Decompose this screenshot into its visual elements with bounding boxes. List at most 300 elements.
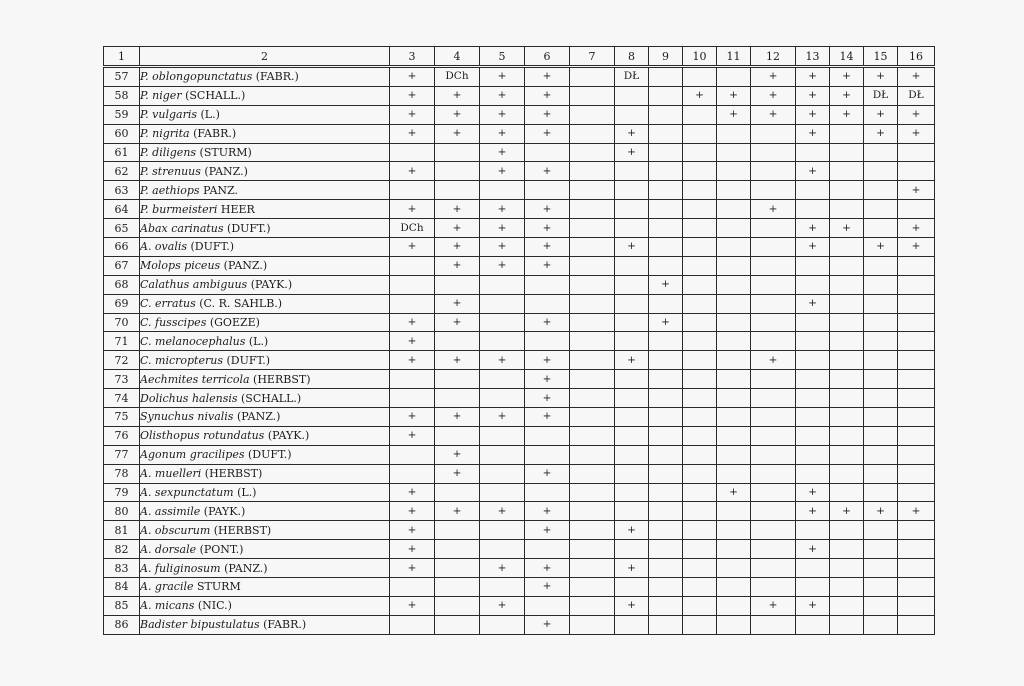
species-name-cell [140,124,390,143]
occurrence-cell-col-15 [864,615,898,634]
occurrence-cell-col-5 [480,445,525,464]
species-name: Aechmites terricola [140,372,250,386]
occurrence-cell-col-10 [683,275,717,294]
occurrence-cell-col-8 [615,181,649,200]
species-name-cell [140,181,390,200]
occurrence-cell-col-3: + [390,596,435,615]
species-author: (PANZ.) [223,259,268,273]
occurrence-cell-col-10 [683,124,717,143]
occurrence-cell-col-3: + [390,67,435,87]
column-header-12: 12 [751,47,796,67]
occurrence-cell-col-16 [898,445,935,464]
column-header-10: 10 [683,47,717,67]
column-header-8: 8 [615,47,649,67]
occurrence-cell-col-8 [615,540,649,559]
species-name-cell [140,67,390,87]
occurrence-cell-col-5: + [480,502,525,521]
species-name: A. micans [140,599,195,613]
occurrence-cell-col-11 [717,370,751,389]
occurrence-cell-col-5 [480,540,525,559]
occurrence-cell-col-3: + [390,521,435,540]
occurrence-cell-col-11 [717,615,751,634]
occurrence-cell-col-9 [649,238,683,257]
occurrence-cell-col-12 [751,143,796,162]
occurrence-cell-col-13: + [796,219,830,238]
occurrence-cell-col-11 [717,332,751,351]
occurrence-cell-col-16 [898,256,935,275]
occurrence-cell-col-4: + [435,408,480,427]
occurrence-cell-col-8 [615,502,649,521]
occurrence-cell-col-8 [615,275,649,294]
occurrence-cell-col-3: + [390,86,435,105]
occurrence-cell-col-14: + [830,105,864,124]
occurrence-cell-col-14 [830,124,864,143]
occurrence-cell-col-7 [570,105,615,124]
occurrence-cell-col-4 [435,162,480,181]
occurrence-cell-col-15 [864,464,898,483]
occurrence-cell-col-5 [480,521,525,540]
occurrence-cell-col-16 [898,389,935,408]
occurrence-cell-col-15 [864,559,898,578]
species-occurrence-table [103,46,935,635]
table-row [104,294,935,313]
occurrence-cell-col-16 [898,540,935,559]
occurrence-cell-col-16 [898,596,935,615]
occurrence-cell-col-15 [864,483,898,502]
occurrence-cell-col-8 [615,332,649,351]
occurrence-cell-col-13 [796,521,830,540]
occurrence-cell-col-8: DŁ [615,67,649,87]
occurrence-cell-col-10 [683,67,717,87]
occurrence-cell-col-4: + [435,294,480,313]
occurrence-cell-col-6: + [525,351,570,370]
occurrence-cell-col-4: + [435,351,480,370]
occurrence-cell-col-9 [649,559,683,578]
occurrence-cell-col-9 [649,445,683,464]
occurrence-cell-col-7 [570,464,615,483]
occurrence-cell-col-9 [649,578,683,597]
occurrence-cell-col-3 [390,615,435,634]
occurrence-cell-col-11 [717,67,751,87]
occurrence-cell-col-5: + [480,351,525,370]
species-author: (PONT.) [199,542,244,556]
occurrence-cell-col-4: + [435,219,480,238]
occurrence-cell-col-10 [683,445,717,464]
occurrence-cell-col-10 [683,105,717,124]
occurrence-cell-col-9 [649,426,683,445]
row-number: 78 [104,464,140,483]
occurrence-cell-col-3 [390,294,435,313]
occurrence-cell-col-6: + [525,238,570,257]
table-row [104,351,935,370]
row-number: 58 [104,86,140,105]
occurrence-cell-col-10 [683,143,717,162]
species-name: P. burmeisteri [140,202,218,216]
species-name-cell [140,219,390,238]
occurrence-cell-col-9 [649,67,683,87]
species-name: P. diligens [140,146,197,159]
table-row [104,408,935,427]
occurrence-cell-col-8 [615,86,649,105]
occurrence-cell-col-3: DCh [390,219,435,238]
occurrence-cell-col-4: + [435,502,480,521]
occurrence-cell-col-16: + [898,67,935,87]
table-row [104,540,935,559]
occurrence-cell-col-14 [830,313,864,332]
occurrence-cell-col-14 [830,578,864,597]
occurrence-cell-col-16 [898,426,935,445]
occurrence-cell-col-14 [830,200,864,219]
species-author: (PAYK.) [267,429,310,443]
table-row [104,578,935,597]
occurrence-cell-col-7 [570,200,615,219]
occurrence-cell-col-6 [525,332,570,351]
occurrence-cell-col-7 [570,578,615,597]
occurrence-cell-col-12 [751,332,796,351]
occurrence-cell-col-11: + [717,105,751,124]
occurrence-cell-col-4 [435,332,480,351]
table-row [104,370,935,389]
occurrence-cell-col-3: + [390,238,435,257]
occurrence-cell-col-6: + [525,124,570,143]
occurrence-cell-col-10 [683,464,717,483]
occurrence-cell-col-8 [615,256,649,275]
occurrence-cell-col-11 [717,294,751,313]
occurrence-cell-col-6: + [525,86,570,105]
species-author: (PAYK.) [203,504,246,518]
occurrence-cell-col-11 [717,464,751,483]
occurrence-cell-col-12: + [751,596,796,615]
occurrence-cell-col-10 [683,408,717,427]
species-author: (HERBST) [204,467,263,481]
occurrence-cell-col-4 [435,275,480,294]
occurrence-cell-col-11 [717,238,751,257]
occurrence-cell-col-15: DŁ [864,86,898,105]
occurrence-cell-col-9: + [649,313,683,332]
table-row [104,86,935,105]
occurrence-cell-col-6: + [525,313,570,332]
occurrence-cell-col-4: + [435,200,480,219]
occurrence-cell-col-9 [649,143,683,162]
occurrence-cell-col-13 [796,559,830,578]
row-number: 57 [104,67,140,87]
occurrence-cell-col-6 [525,445,570,464]
occurrence-cell-col-13 [796,370,830,389]
occurrence-cell-col-9 [649,162,683,181]
occurrence-cell-col-6: + [525,67,570,87]
occurrence-cell-col-16 [898,275,935,294]
occurrence-cell-col-12 [751,540,796,559]
occurrence-cell-col-3: + [390,408,435,427]
occurrence-cell-col-6: + [525,200,570,219]
occurrence-cell-col-9 [649,464,683,483]
occurrence-cell-col-3: + [390,426,435,445]
occurrence-cell-col-16 [898,464,935,483]
occurrence-cell-col-16: + [898,238,935,257]
occurrence-cell-col-16: + [898,105,935,124]
species-name: P. nigrita [140,127,190,141]
species-author: STURM [197,580,241,594]
table-row [104,124,935,143]
occurrence-cell-col-10 [683,596,717,615]
species-name: Dolichus halensis [140,391,238,405]
table-row [104,67,935,87]
species-author: (SCHALL.) [185,89,246,103]
occurrence-cell-col-7 [570,521,615,540]
occurrence-cell-col-12 [751,578,796,597]
occurrence-cell-col-4: + [435,464,480,483]
occurrence-cell-col-12 [751,502,796,521]
species-author: (DUFT.) [226,353,270,367]
occurrence-cell-col-15 [864,389,898,408]
occurrence-cell-col-8 [615,483,649,502]
occurrence-cell-col-6: + [525,408,570,427]
species-name-cell [140,464,390,483]
occurrence-cell-col-14 [830,389,864,408]
occurrence-cell-col-9 [649,181,683,200]
occurrence-cell-col-12 [751,483,796,502]
occurrence-cell-col-14 [830,521,864,540]
table-row [104,426,935,445]
occurrence-cell-col-11 [717,124,751,143]
occurrence-cell-col-11 [717,578,751,597]
occurrence-cell-col-12 [751,256,796,275]
species-name: Synuchus nivalis [140,410,234,424]
occurrence-cell-col-7 [570,615,615,634]
occurrence-cell-col-4 [435,426,480,445]
occurrence-cell-col-15 [864,445,898,464]
occurrence-cell-col-4 [435,578,480,597]
occurrence-cell-col-14 [830,483,864,502]
occurrence-cell-col-14 [830,143,864,162]
occurrence-cell-col-10 [683,256,717,275]
column-header-11: 11 [717,47,751,67]
occurrence-cell-col-8: + [615,351,649,370]
occurrence-cell-col-4 [435,521,480,540]
table-row [104,105,935,124]
occurrence-cell-col-11 [717,200,751,219]
occurrence-cell-col-6: + [525,105,570,124]
occurrence-cell-col-5: + [480,219,525,238]
occurrence-cell-col-10 [683,426,717,445]
occurrence-cell-col-12 [751,408,796,427]
table-row [104,238,935,257]
occurrence-cell-col-15: + [864,67,898,87]
occurrence-cell-col-14 [830,464,864,483]
occurrence-cell-col-11 [717,351,751,370]
species-author: (GOEZE) [209,316,260,330]
occurrence-cell-col-4: + [435,445,480,464]
occurrence-cell-col-6: + [525,578,570,597]
species-name-cell [140,256,390,275]
occurrence-cell-col-9 [649,596,683,615]
species-name: A. muelleri [140,467,202,481]
row-number: 63 [104,181,140,200]
occurrence-cell-col-3: + [390,313,435,332]
occurrence-cell-col-11 [717,445,751,464]
occurrence-cell-col-12 [751,238,796,257]
occurrence-cell-col-14 [830,238,864,257]
occurrence-cell-col-4: + [435,238,480,257]
species-name-cell [140,332,390,351]
occurrence-cell-col-11 [717,313,751,332]
occurrence-cell-col-7 [570,332,615,351]
occurrence-cell-col-10 [683,502,717,521]
occurrence-cell-col-13 [796,426,830,445]
row-number: 85 [104,596,140,615]
occurrence-cell-col-7 [570,445,615,464]
occurrence-cell-col-16 [898,615,935,634]
occurrence-cell-col-16: DŁ [898,86,935,105]
species-name-cell [140,200,390,219]
occurrence-cell-col-15 [864,181,898,200]
species-name-cell [140,143,390,162]
occurrence-cell-col-12 [751,615,796,634]
occurrence-cell-col-7 [570,219,615,238]
occurrence-cell-col-3 [390,370,435,389]
occurrence-cell-col-12: + [751,200,796,219]
occurrence-cell-col-11 [717,389,751,408]
column-header-1: 1 [104,47,140,67]
species-name-cell [140,162,390,181]
occurrence-cell-col-5: + [480,596,525,615]
column-header-13: 13 [796,47,830,67]
occurrence-cell-col-4: + [435,105,480,124]
occurrence-cell-col-10 [683,389,717,408]
occurrence-cell-col-15 [864,332,898,351]
occurrence-cell-col-16 [898,332,935,351]
occurrence-cell-col-11 [717,219,751,238]
species-author: (SCHALL.) [241,391,302,405]
occurrence-cell-col-16 [898,578,935,597]
occurrence-cell-col-13 [796,143,830,162]
occurrence-cell-col-11 [717,275,751,294]
occurrence-cell-col-15: + [864,238,898,257]
species-name: A. gracile [140,580,194,594]
occurrence-cell-col-8: + [615,521,649,540]
occurrence-cell-col-3: + [390,351,435,370]
occurrence-cell-col-14 [830,351,864,370]
species-name: A. fuliginosum [140,561,221,575]
row-number: 75 [104,408,140,427]
species-author: PANZ. [203,183,238,197]
occurrence-cell-col-15 [864,578,898,597]
table-header [104,47,935,67]
occurrence-cell-col-4 [435,596,480,615]
row-number: 67 [104,256,140,275]
column-header-14: 14 [830,47,864,67]
occurrence-cell-col-7 [570,294,615,313]
occurrence-cell-col-5 [480,275,525,294]
occurrence-cell-col-13: + [796,162,830,181]
occurrence-cell-col-6 [525,596,570,615]
occurrence-cell-col-11 [717,502,751,521]
occurrence-cell-col-12 [751,370,796,389]
occurrence-cell-col-4: + [435,86,480,105]
occurrence-cell-col-7 [570,408,615,427]
species-name: P. oblongopunctatus [140,70,253,84]
occurrence-cell-col-15 [864,256,898,275]
occurrence-cell-col-9 [649,124,683,143]
occurrence-cell-col-6: + [525,521,570,540]
occurrence-cell-col-13 [796,181,830,200]
row-number: 81 [104,521,140,540]
occurrence-cell-col-12 [751,464,796,483]
row-number: 64 [104,200,140,219]
occurrence-cell-col-9 [649,483,683,502]
species-name: P. vulgaris [140,108,198,122]
occurrence-cell-col-12: + [751,86,796,105]
occurrence-cell-col-16 [898,521,935,540]
occurrence-cell-col-5: + [480,67,525,87]
species-name-cell [140,426,390,445]
occurrence-cell-col-12 [751,313,796,332]
occurrence-cell-col-12 [751,162,796,181]
occurrence-cell-col-8 [615,445,649,464]
occurrence-cell-col-3 [390,143,435,162]
occurrence-cell-col-12 [751,559,796,578]
occurrence-cell-col-4: + [435,124,480,143]
species-name-cell [140,559,390,578]
occurrence-cell-col-8: + [615,596,649,615]
occurrence-cell-col-13 [796,351,830,370]
row-number: 61 [104,143,140,162]
species-name: Olisthopus rotundatus [140,429,265,443]
occurrence-cell-col-8 [615,615,649,634]
occurrence-cell-col-6 [525,426,570,445]
species-author: (L.) [200,108,220,122]
species-author: (FABR.) [255,70,299,84]
occurrence-cell-col-12 [751,294,796,313]
occurrence-cell-col-3 [390,445,435,464]
occurrence-cell-col-14 [830,408,864,427]
occurrence-cell-col-16 [898,483,935,502]
occurrence-cell-col-16 [898,294,935,313]
row-number: 71 [104,332,140,351]
occurrence-cell-col-7 [570,86,615,105]
species-name-cell [140,578,390,597]
occurrence-cell-col-10 [683,162,717,181]
species-name: P. niger [140,89,182,103]
occurrence-cell-col-16: + [898,124,935,143]
occurrence-cell-col-5: + [480,105,525,124]
species-author: (DUFT.) [190,240,235,254]
row-number: 76 [104,426,140,445]
occurrence-cell-col-11 [717,408,751,427]
column-header-3: 3 [390,47,435,67]
table-row [104,445,935,464]
species-name-cell [140,483,390,502]
table-row [104,483,935,502]
species-name-cell [140,445,390,464]
occurrence-cell-col-6 [525,294,570,313]
occurrence-cell-col-10 [683,578,717,597]
row-number: 60 [104,124,140,143]
occurrence-cell-col-3 [390,275,435,294]
occurrence-cell-col-13 [796,464,830,483]
occurrence-cell-col-14 [830,615,864,634]
occurrence-cell-col-15 [864,351,898,370]
occurrence-cell-col-10 [683,351,717,370]
row-number: 73 [104,370,140,389]
species-name-cell [140,86,390,105]
species-name: Molops piceus [140,259,221,273]
occurrence-cell-col-10: + [683,86,717,105]
occurrence-cell-col-6: + [525,464,570,483]
column-header-15: 15 [864,47,898,67]
row-number: 70 [104,313,140,332]
occurrence-cell-col-13 [796,389,830,408]
